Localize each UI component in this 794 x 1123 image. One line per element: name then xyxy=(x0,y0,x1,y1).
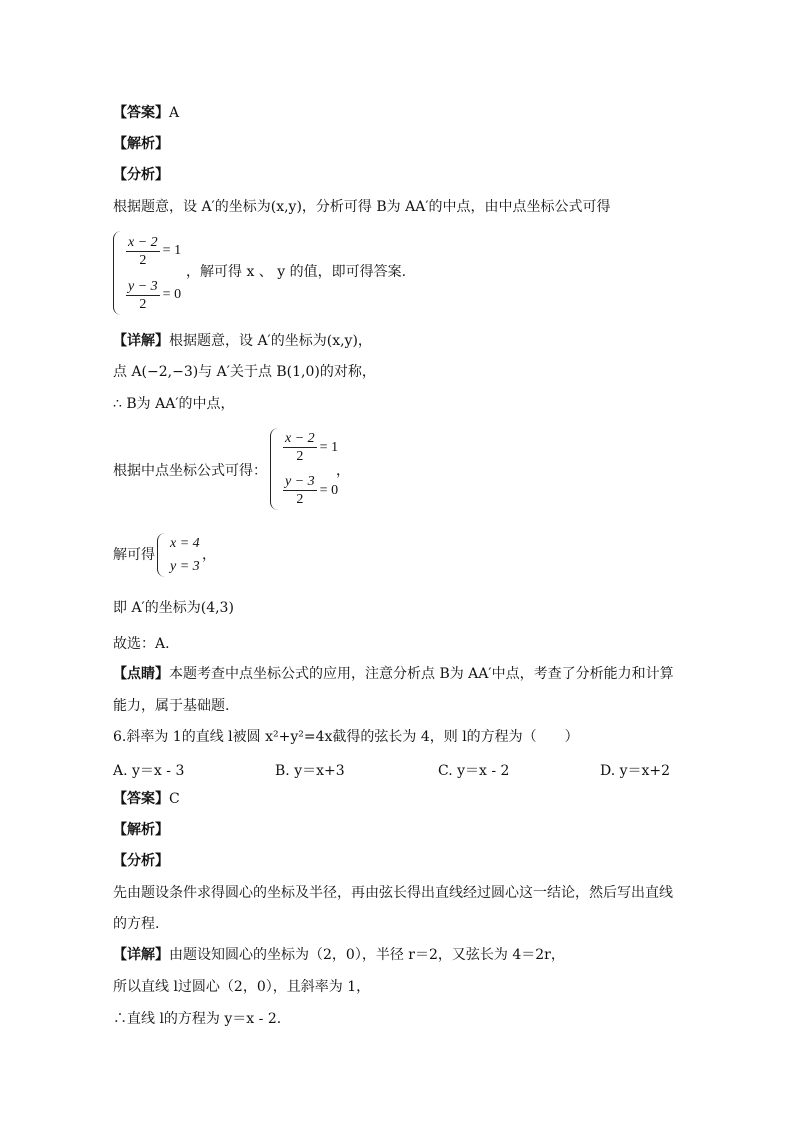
option-a: A. y＝x - 3 xyxy=(113,763,185,779)
dianjing-line-1: 【点睛】本题考查中点坐标公式的应用，注意分析点 B为 AA′中点，考查了分析能力和计算 xyxy=(113,666,674,682)
answer-line-6 xyxy=(113,789,180,809)
dianjing-line-2: 能力，属于基础题. xyxy=(113,698,230,714)
answer-tag: 【答案】 xyxy=(113,105,169,121)
option-c: C. y＝x - 2 xyxy=(438,763,510,779)
dianjing-tag: 【点睛】 xyxy=(113,666,169,682)
fenxi-line-1: 先由题设条件求得圆心的坐标及半径，再由弦长得出直线经过圆心这一结论，然后写出直线 xyxy=(113,885,673,901)
xiangjie-tag: 【详解】 xyxy=(113,333,169,349)
answer-value: A xyxy=(169,105,180,121)
answer-line xyxy=(113,103,179,123)
detail-line-1: 【详解】根据题意，设 A′的坐标为(x,y)， xyxy=(113,333,372,349)
detail-line-1: 【详解】由题设知圆心的坐标为（2，0），半径 r＝2，又弦长为 4＝2r， xyxy=(113,947,565,963)
answer-value: C xyxy=(169,791,180,807)
analysis-tag: 【解析】 xyxy=(113,136,169,152)
equation-system-2: $\frac{x - 2}{2}$ = 1 $\frac{y - 3}{2}$ = 0 xyxy=(270,426,338,512)
equation-system-1 xyxy=(113,229,181,317)
brace-icon xyxy=(157,533,166,577)
fenxi-line-1: 根据题意，设 A′的坐标为(x,y)，分析可得 B为 AA′的中点，由中点坐标公式可得 xyxy=(113,199,611,215)
equation-y: $\frac{y - 3}{2}$ = 0 xyxy=(128,278,182,312)
midpoint-label: 根据中点坐标公式可得： xyxy=(113,463,267,479)
option-d: D. y＝x+2 xyxy=(600,763,671,779)
analysis-tag: 【解析】 xyxy=(113,822,169,838)
solve-label: 解可得 xyxy=(113,547,155,563)
equation-x: $\frac{x - 2}{2}$ = 1 xyxy=(128,234,182,268)
detail-line-3: ∴直线 l的方程为 y＝x - 2. xyxy=(113,1011,282,1027)
fenxi-tag: 【分析】 xyxy=(113,853,169,869)
result-line: 即 A′的坐标为(4,3) xyxy=(113,600,234,616)
solution-system: x = 4 y = 3 xyxy=(157,532,200,578)
detail-line-2: 点 A(−2,−3)与 A′关于点 B(1,0)的对称， xyxy=(113,364,376,380)
fenxi-line-2: ，解可得 x 、 y 的值，即可得答案. xyxy=(186,264,407,280)
answer-tag: 【答案】 xyxy=(113,791,169,807)
brace-icon xyxy=(270,428,279,510)
xiangjie-tag: 【详解】 xyxy=(113,947,169,963)
choose-line: 故选：A. xyxy=(113,636,170,652)
brace-icon xyxy=(113,231,122,315)
question-6: 6.斜率为 1的直线 l被圆 x²+y²=4x截得的弦长为 4，则 l的方程为（ ） xyxy=(113,729,579,745)
option-b: B. y＝x+3 xyxy=(275,763,345,779)
detail-line-3: ∴ B为 AA′的中点， xyxy=(113,396,235,412)
fenxi-line-2: 的方程. xyxy=(113,916,160,932)
detail-line-2: 所以直线 l过圆心（2，0），且斜率为 1， xyxy=(113,979,371,995)
fenxi-tag: 【分析】 xyxy=(113,167,169,183)
